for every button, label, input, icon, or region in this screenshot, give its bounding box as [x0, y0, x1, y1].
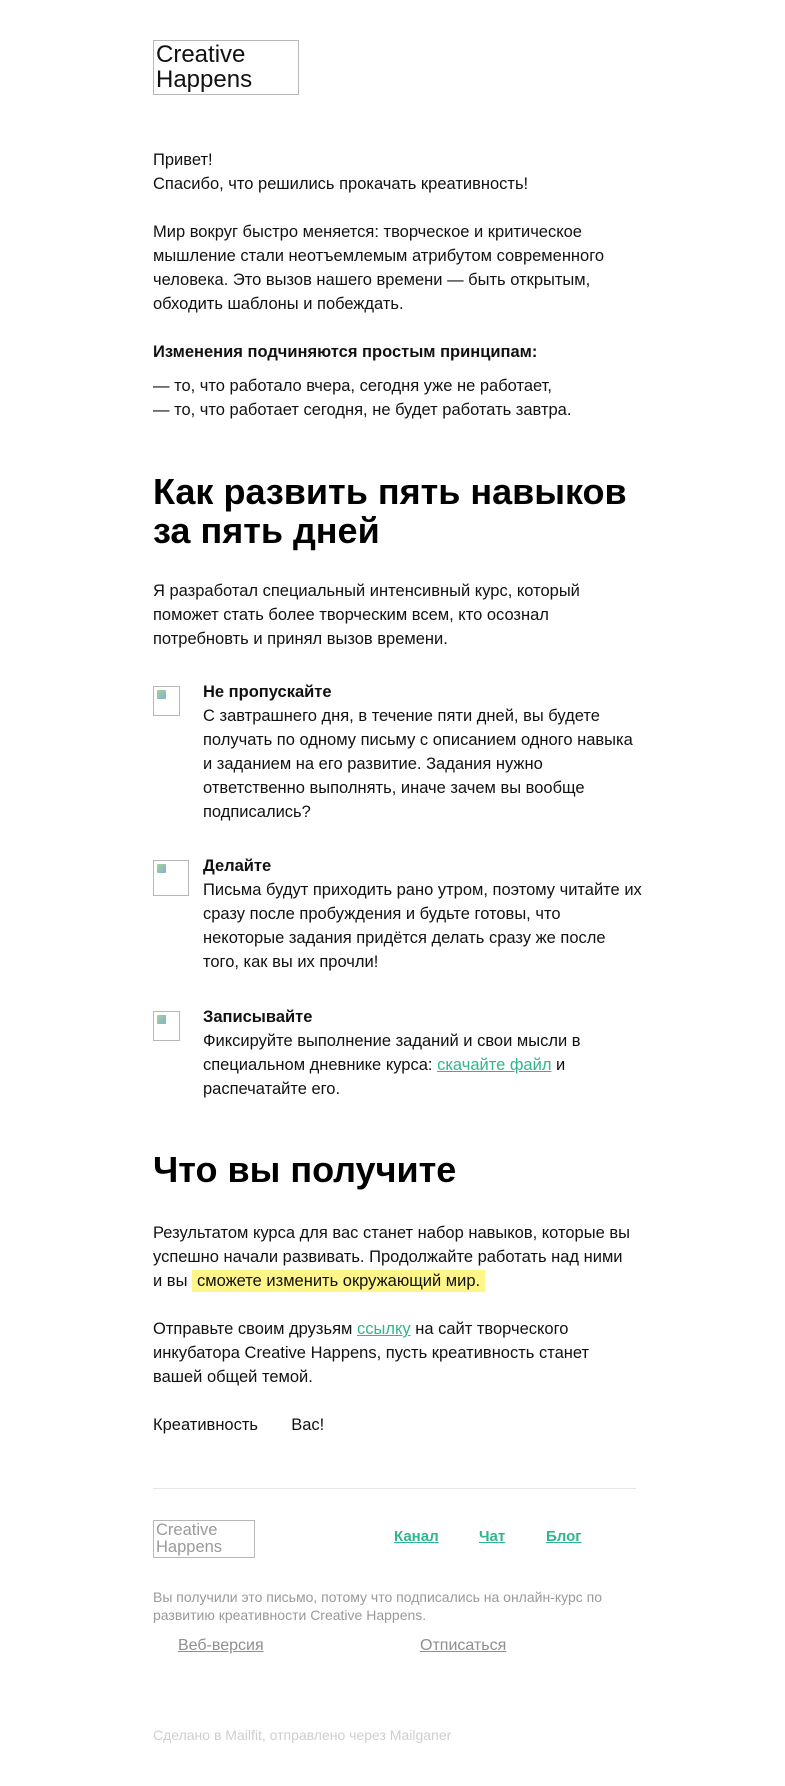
- intro-paragraph-block: [153, 220, 636, 316]
- section-heading-skills: [153, 472, 653, 550]
- rule-item: [203, 854, 643, 974]
- footer-logo-alt-text: Creative Happens: [156, 1521, 223, 1556]
- footer-logo[interactable]: [153, 1520, 255, 1558]
- results-block: [153, 1221, 636, 1293]
- principles-block: [153, 340, 636, 364]
- signature-word: Вас!: [291, 1416, 325, 1434]
- section-heading: Что вы получите: [153, 1149, 457, 1190]
- image-placeholder-icon: [153, 860, 189, 896]
- signature-block: [153, 1413, 636, 1437]
- footer-divider: [153, 1488, 636, 1489]
- share-text: [153, 1317, 636, 1389]
- results-text-main: Результатом курса для вас станет набор навыков, которые вы успешно начали развивать. Продолжайте работать над ними и вы: [153, 1224, 630, 1290]
- share-text-after: на сайт творческого инкубатора Creative Happens, пусть креативность станет вашей общей темой.: [153, 1320, 590, 1386]
- heading-line: Как развить пять навыков: [153, 471, 627, 512]
- brand-logo[interactable]: [153, 40, 299, 95]
- principle-item: — то, что работало вчера, сегодня уже не работает,: [153, 377, 552, 395]
- rule-item: [203, 1005, 583, 1101]
- principles-list: [153, 374, 636, 422]
- share-site-link[interactable]: ссылку: [356, 1320, 411, 1338]
- logo-alt-text: Creative Happens: [156, 41, 253, 93]
- rule-text-after: и распечатайте его.: [203, 1056, 566, 1098]
- footer-link-chat[interactable]: Чат: [479, 1528, 506, 1545]
- signature: [153, 1413, 636, 1437]
- rule-text: Письма будут приходить рано утром, поэтому читайте их сразу после пробуждения и будьте готовы, что некоторые задания придётся делать сразу же после того, как вы их прочли!: [203, 881, 642, 971]
- image-placeholder-icon: [153, 686, 180, 716]
- rule-title: Записывайте: [203, 1008, 313, 1026]
- share-text-before: Отправьте своим друзьям: [153, 1320, 353, 1338]
- footer-link-blog[interactable]: Блог: [546, 1528, 582, 1545]
- image-placeholder-icon: [153, 1011, 180, 1041]
- rule-title: Не пропускайте: [203, 683, 332, 701]
- made-with-note: Сделано в Mailfit, отправлено через Mailganer: [153, 1727, 452, 1743]
- rule-text: [203, 1029, 583, 1101]
- footer-subscription-note: Вы получили это письмо, потому что подписались на онлайн-курс по развитию креативности Creative Happens.: [153, 1589, 603, 1623]
- course-description: Я разработал специальный интенсивный курс, который поможет стать более творческим всем, кто осознал потребновть и принял вызов времени.: [153, 582, 580, 648]
- unsubscribe-link[interactable]: Отписаться: [420, 1637, 507, 1654]
- download-file-link[interactable]: скачайте файл: [437, 1056, 552, 1074]
- rule-title: Делайте: [203, 857, 272, 875]
- signature-word: Креативность: [153, 1416, 259, 1434]
- intro-block: [153, 148, 636, 196]
- share-block: [153, 1317, 636, 1389]
- rule-item: [203, 680, 643, 824]
- principle-item: — то, что работает сегодня, не будет работать завтра.: [153, 401, 572, 419]
- rule-text: С завтрашнего дня, в течение пяти дней, вы будете получать по одному письму с описанием одного навыка и заданием на его развитие. Задания нужно ответственно выполнять, иначе зачем вы вообще подписались?: [203, 707, 633, 821]
- greeting: Привет!: [153, 151, 213, 169]
- section-heading-results: [153, 1150, 636, 1189]
- course-description-block: [153, 579, 636, 651]
- footer-link-channel[interactable]: Канал: [394, 1528, 439, 1545]
- heading-line: за пять дней: [153, 510, 380, 551]
- intro-paragraph: Мир вокруг быстро меняется: творческое и критическое мышление стали неотъемлемым атрибутом современного человека. Это вызов нашего времени — быть открытым, обходить шаблоны и побеждать.: [153, 223, 605, 313]
- rule-text-before: Фиксируйте выполнение заданий и свои мысли в специальном дневнике курса:: [203, 1032, 581, 1074]
- results-highlight: сможете изменить окружающий мир.: [192, 1270, 485, 1292]
- principles-title: Изменения подчиняются простым принципам:: [153, 343, 538, 361]
- web-version-link[interactable]: Веб-версия: [178, 1637, 264, 1654]
- thanks-text: Спасибо, что решились прокачать креативность!: [153, 175, 529, 193]
- results-text: [153, 1221, 636, 1293]
